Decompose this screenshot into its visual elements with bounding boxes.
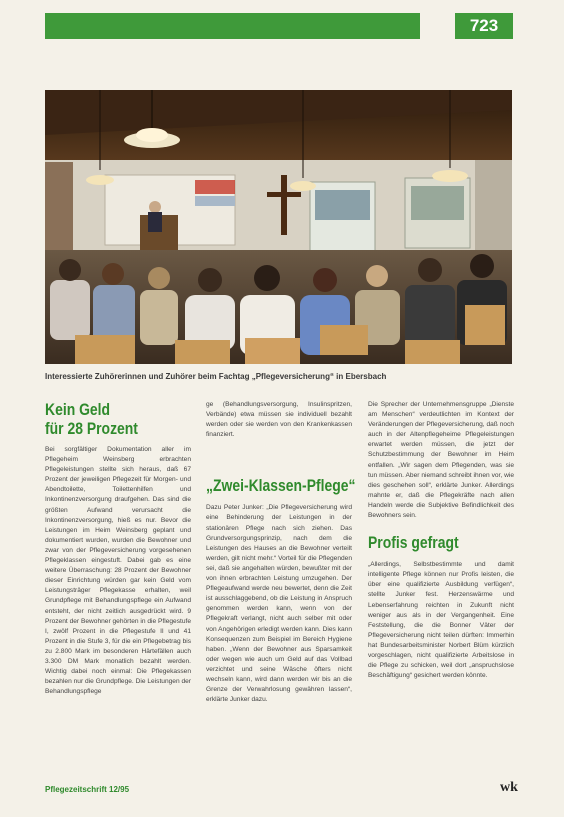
headline-kein-geld-line1: Kein Geld <box>45 400 111 419</box>
column-1 <box>45 400 191 697</box>
article-zwei-klassen-body: Dazu Peter Junker: „Die Pflegeversicherung wird eine Behinderung der Leistungen in der stationären Pflege nach sich ziehen. Das Grundversorgungsprinzip, nach dem die Leistungen des Hauses an die Bewohner verteilt werden, gilt nicht mehr.“ Vorteil für die Pflegenden sei, daß sie angehalten würden, bewußter mit der von ihnen erbrachten Leistung umzugehen. Der Pflegeaufwand werde neu bewertet, denn die Zeit ist ausschlaggebend, ob die Leistung in Anspruch genommen werden kann, wenn von der Pflegekraft verlangt, nicht auch selber mit oder von Angehörigen erledigt werden kann. Dies kann Konsequenzen zum Beispiel im Bereich Hygiene haben. „Wenn der Bewohner aus Sparsamkeit oder wegen wie auch um Geld auf das Vollbad verzichtet und seine Wäsche öfters nicht wechseln kann, wird dann werden wir bis an die Grenze der Verwahrlosung gewähren lassen“, erklärte Junker dazu. <box>206 504 352 704</box>
column-3 <box>368 400 514 681</box>
headline-zwei-klassen: „Zwei-Klassen-Pflege“ <box>206 476 356 496</box>
header-bar <box>45 13 420 39</box>
article-profis-intro: Die Sprecher der Unternehmensgruppe „Dienste am Menschen“ verdeutlichten im Kontext der Veränderungen der Pflegeversicherung, daß noch auch in der Altenpflegeheime Pflegeleistungen erwartet werden müssen, die jetzt der Schutzbestimmung der Bewohner im Heim entfallen. „Wir sagen dem Pflegenden, was sie tun müssen. Aber niemand schreibt ihnen vor, wie dies geschehen soll“, erklärte Junker. Allerdings mahnte er, daß die Pflegekräfte nach allen Handeln werde die Subjektive Befindlichkeit des Bewohners sein. <box>368 401 514 520</box>
page-number: 723 <box>469 16 499 35</box>
article-profis-body: „Allerdings, Selbstbestimmte und damit intelligente Pflege können nur Profis leisten, die über eine qualifizierte Ausbildung verfügen“, stellte Junker fest. Herzenswärme und Lebenserfahrung reichten in Zukunft nicht weniger aus als in der Vergangenheit. Eine Feststellung, die die Bonner Väter der Pflegeversicherung nicht teilen dürften: Immerhin hat Bundesarbeitsminister Norbert Blüm kürzlich vorgeschlagen, nicht qualifizierte Arbeitslose in die Pflege zu schicken, weil dort „anspruchslose Beschäftigung“ gesichert werden könnte. <box>368 561 514 680</box>
journal-issue: Pflegezeitschrift 12/95 <box>45 785 130 794</box>
conference-photo <box>45 90 512 364</box>
headline-profis: Profis gefragt <box>368 533 459 553</box>
headline-kein-geld-line2: für 28 Prozent <box>45 419 138 438</box>
article-kein-geld-body: Bei sorgfältiger Dokumentation aller im Pflegeheim Weinsberg erbrachten Pflegeleistungen stellte sich heraus, daß 67 Prozent der jeweiligen Pflegezeit für Morgen- und Abendtoilette, Toilettenhilfen und Inkontinenzversorgung draufgehen. Das sind die größten Aufwand verursacht die Inkontinenzversorgung, hieß es nur. Bevor die Leistungen im Heim Weinsberg geplant und dokumentiert wurden, wurden die Bewohner und zwar von der Pflegeversicherung vorgesehenen Pflegeklassen eingestuft. Dabei gab es eine weitere Überraschung: 28 Prozent der Bewohner dieser Einrichtung würden gar kein Geld vom Leistungsträger Pflegekasse erhalten, weil Grundpflege mit Behandlungspflege ein Aufwand entsteht, der nicht zeitlich ausgedrückt wird. 9 Prozent der Bewohner gehörten in die Pflegestufe I, zwölf Prozent in die Pflegestufe II und 41 Prozent in die Stufe 3, für die ein Pflegebetrag bis zu 2.800 Mark im besonderen Härtefällen auch 3.300 DM Mark monatlich bezahlt werden. Wichtig dabei noch einmal: Die Pflegekassen bezahlen nur die Grundpflege. Die Leistungen der Behandlungspflege <box>45 446 191 696</box>
photo-caption: Interessierte Zuhörerinnen und Zuhörer beim Fachtag „Pflegeversicherung“ in Ebersbach <box>45 372 387 381</box>
publisher-logo: wk <box>500 780 518 795</box>
column-2 <box>206 400 356 705</box>
headline-kein-geld <box>45 400 165 438</box>
article-zwei-klassen-intro: ge (Behandlungsversorgung, Insulinspritzen, Verbände) etwa müssen sie individuell bezahlt werden oder sie werden von den Krankenkassen finanziert. <box>206 401 352 439</box>
